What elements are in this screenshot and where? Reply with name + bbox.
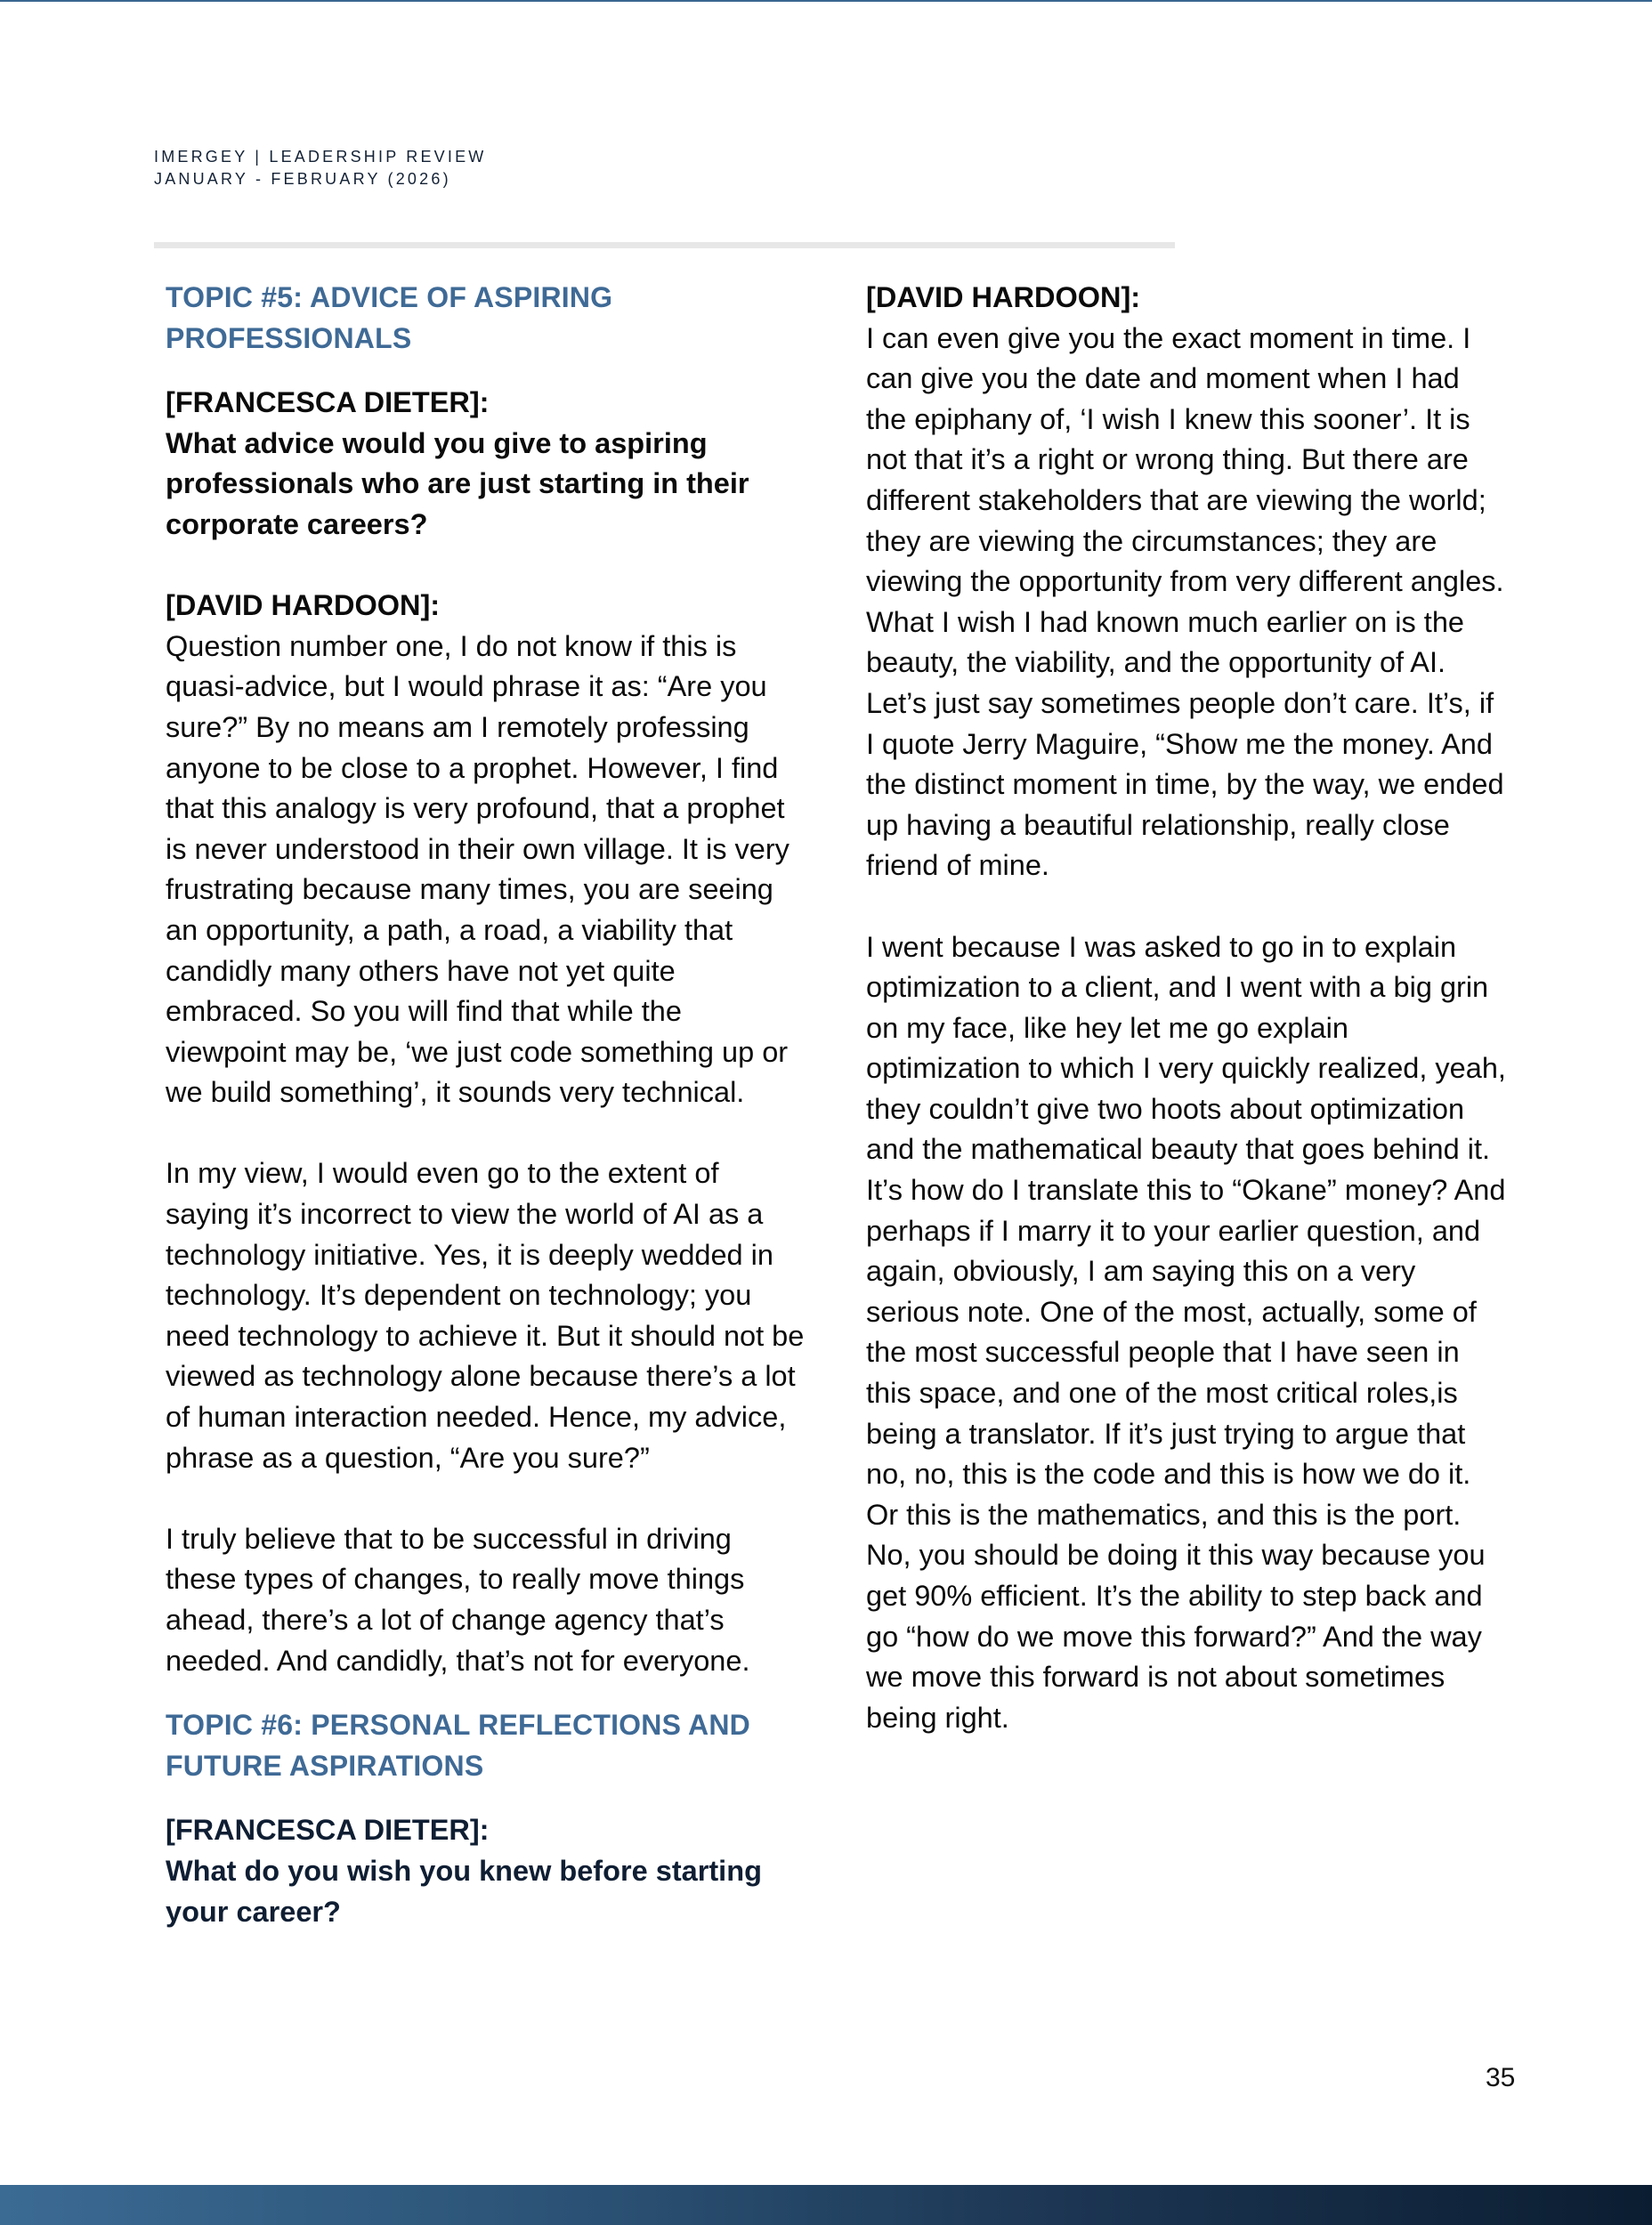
masthead bbox=[154, 146, 487, 190]
respondent-label: [DAVID HARDOON]: bbox=[166, 589, 441, 622]
footer-gradient-bar bbox=[0, 2185, 1652, 2225]
right-column bbox=[866, 278, 1507, 1738]
answer-paragraph: In my view, I would even go to the extent of saying it’s incorrect to view the world of AI as a technology initiative. Yes, it is deeply wedded in technology. It’s dependent on technology; you need technology to achieve it. But it should not be viewed as technology alone because there’s a lot of human interaction needed. Hence, my advice, phrase as a question, “Are you sure?” bbox=[166, 1157, 805, 1474]
publication-title: IMERGEY | LEADERSHIP REVIEW bbox=[154, 148, 487, 166]
interviewer-label: [FRANCESCA DIETER]: bbox=[166, 386, 490, 419]
left-column bbox=[166, 278, 806, 1932]
answer-paragraph: Question number one, I do not know if this is quasi-advice, but I would phrase it as: “Are you sure?” By no means am I remotely professing anyone to be close to a prophet. However, I find that this analogy is very profound, that a prophet is never understood in their own village. It is very frustrating because many times, you are seeing an opportunity, a path, a road, a viability that candidly many others have not yet quite embraced. So you will find that while the viewpoint may be, ‘we just code something up or we build something’, it sounds very technical. bbox=[166, 629, 790, 1109]
header-divider bbox=[154, 242, 1175, 248]
interview-question: What advice would you give to aspiring professionals who are just starting in their corporate careers? bbox=[166, 426, 749, 540]
answer-paragraph: I can even give you the exact moment in time. I can give you the date and moment when I had the epiphany of, ‘I wish I knew this sooner’. It is not that it’s a right or wrong thing. But there are different stakeholders that are viewing the world; they are viewing the circumstances; they are viewing the opportunity from very different angles. What I wish I had known much earlier on is the beauty, the viability, and the opportunity of AI. Let’s just say sometimes people don’t care. It’s, if I quote Jerry Maguire, “Show me the money. And the distinct moment in time, by the way, we ended up having a beautiful relationship, really close friend of mine. bbox=[866, 321, 1504, 882]
top-border-rule bbox=[0, 0, 1652, 2]
issue-date: JANUARY - FEBRUARY (2026) bbox=[154, 170, 451, 188]
topic-5-heading: TOPIC #5: ADVICE OF ASPIRING PROFESSIONALS bbox=[166, 281, 613, 354]
answer-paragraph: I went because I was asked to go in to explain optimization to a client, and I went with a big grin on my face, like hey let me go explain optimization to which I very quickly realized, yeah, they couldn’t give two hoots about optimization and the mathematical beauty that goes behind it. It’s how do I translate this to “Okane” money? And perhaps if I marry it to your earlier question, and again, obviously, I am saying this on a very serious note. One of the most, actually, some of the most successful people that I have seen in this space, and one of the most critical roles,is being a translator. If it’s just trying to argue that no, no, this is the code and this is how we do it. Or this is the mathematics, and this is the port. No, you should be doing it this way because you get 90% efficient. It’s the ability to step back and go “how do we move this forward?” And the way we move this forward is not about sometimes being right. bbox=[866, 930, 1506, 1734]
answer-paragraph: I truly believe that to be successful in driving these types of changes, to really move things ahead, there’s a lot of change agency that’s needed. And candidly, that’s not for everyone. bbox=[166, 1522, 750, 1677]
interview-question: What do you wish you knew before starting your career? bbox=[166, 1854, 762, 1928]
page-number: 35 bbox=[1486, 2063, 1516, 2092]
interviewer-label: [FRANCESCA DIETER]: bbox=[166, 1814, 490, 1847]
topic-6-heading: TOPIC #6: PERSONAL REFLECTIONS AND FUTURE ASPIRATIONS bbox=[166, 1709, 750, 1782]
respondent-label: [DAVID HARDOON]: bbox=[866, 281, 1141, 313]
